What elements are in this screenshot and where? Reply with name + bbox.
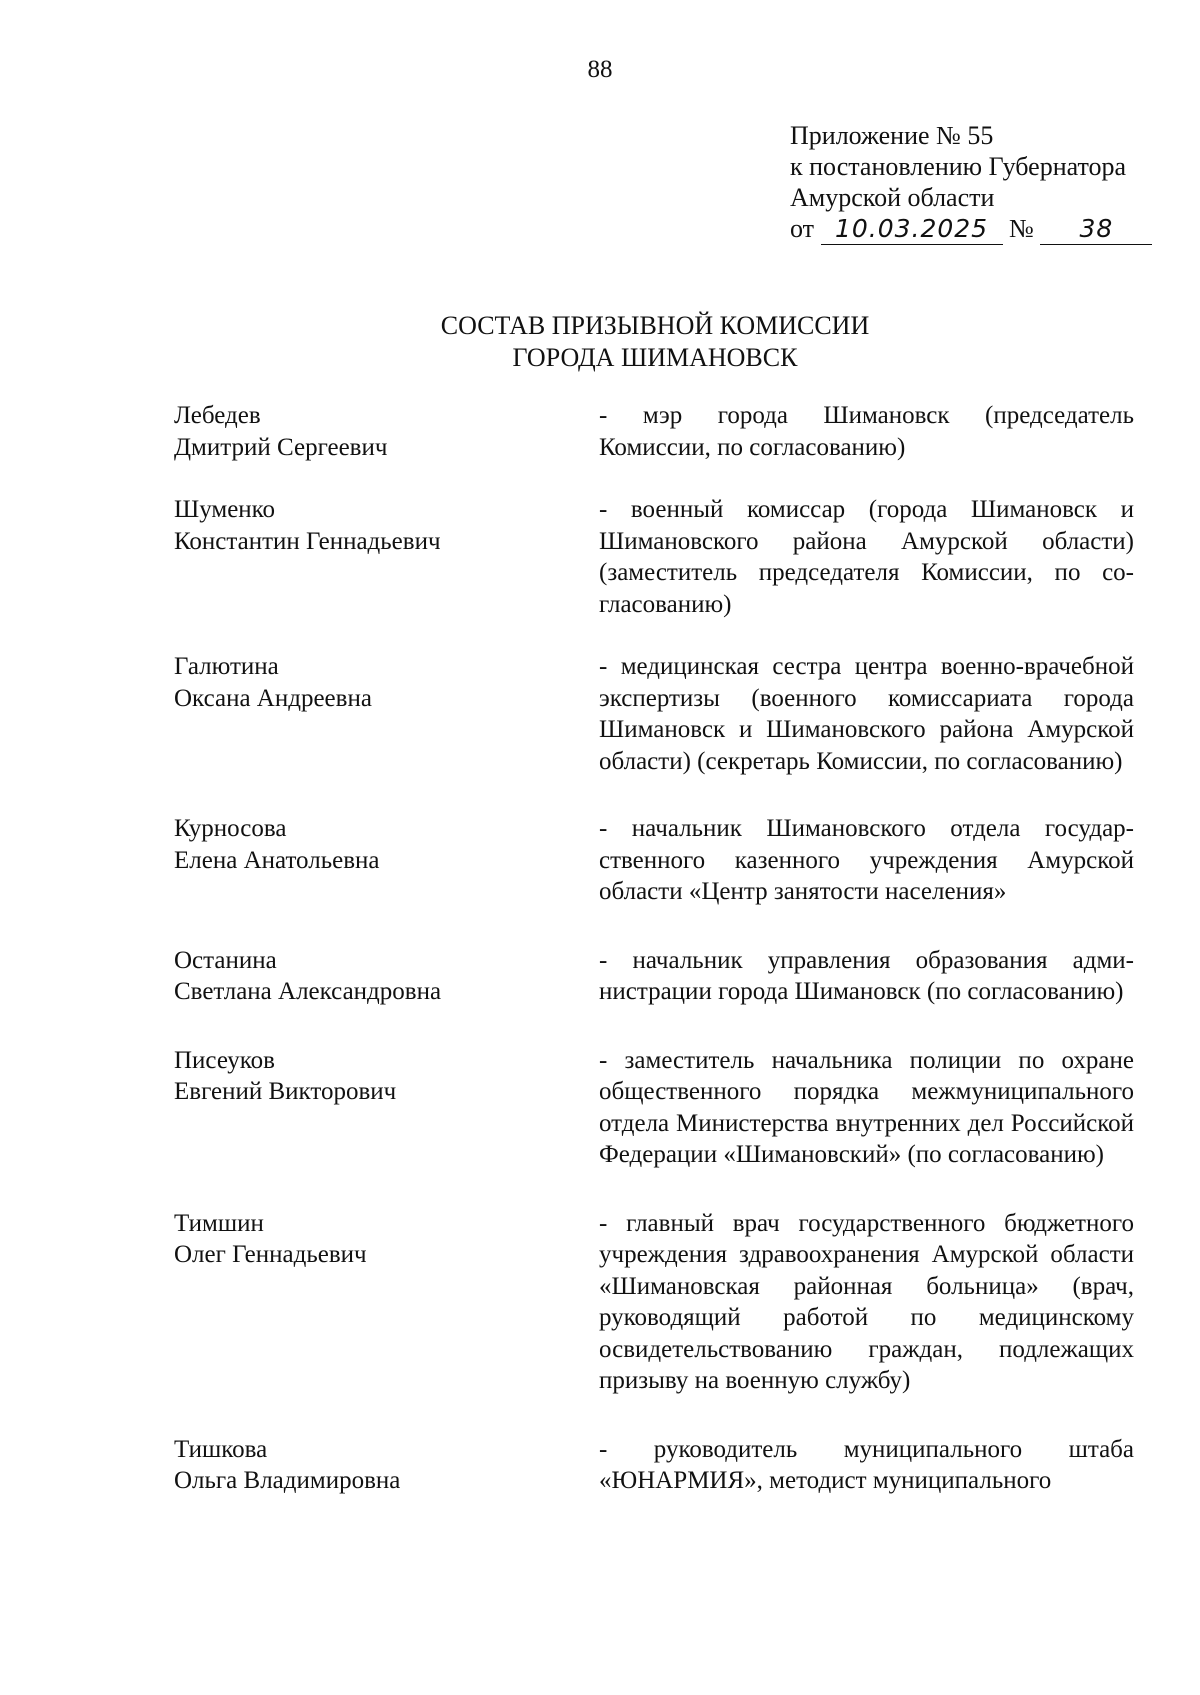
member-name bbox=[174, 1045, 599, 1171]
appendix-title: Приложение № 55 bbox=[790, 121, 994, 150]
member-given-names: Константин Геннадьевич bbox=[174, 527, 441, 555]
member-entry bbox=[174, 813, 1134, 908]
member-surname: Тишкова bbox=[174, 1435, 268, 1463]
member-role: - начальник управления образования администрации города Шимановск (по согласованию) bbox=[599, 946, 1134, 1005]
member-name bbox=[174, 494, 599, 620]
member-role: - мэр города Шимановск (председатель Комиссии, по согласованию) bbox=[599, 402, 1134, 461]
member-given-names: Оксана Андреевна bbox=[174, 684, 372, 712]
document-title bbox=[0, 310, 1200, 374]
member-role: - главный врач государственного бюджетного учреждения здравоохранения Амурской области «Шимановская районная больница» (врач, руководящий работой по медицинскому освидетельствованию граждан, подлежащих призыву на военную службу) bbox=[599, 1209, 1134, 1394]
member-surname: Тимшин bbox=[174, 1209, 264, 1237]
handwritten-date: 10.03.2025 bbox=[821, 213, 1003, 245]
handwritten-number: 38 bbox=[1040, 213, 1152, 245]
member-given-names: Олег Геннадьевич bbox=[174, 1241, 367, 1268]
member-name bbox=[174, 813, 599, 908]
member-entry bbox=[174, 651, 1134, 777]
member-surname: Писеуков bbox=[174, 1046, 275, 1074]
member-entry bbox=[174, 1434, 1134, 1497]
appendix-resolution: к постановлению Губернатора bbox=[790, 152, 1127, 181]
member-name bbox=[174, 651, 599, 777]
number-sign: № bbox=[1009, 214, 1034, 243]
page-number: 88 bbox=[587, 56, 613, 83]
title-line-2: ГОРОДА ШИМАНОВСК bbox=[512, 343, 798, 372]
date-prefix: от bbox=[790, 214, 815, 243]
member-entry bbox=[174, 945, 1134, 1008]
member-given-names: Дмитрий Сергеевич bbox=[174, 433, 388, 461]
member-entry bbox=[174, 494, 1134, 620]
member-surname: Курносова bbox=[174, 815, 287, 842]
title-line-1: СОСТАВ ПРИЗЫВНОЙ КОМИССИИ bbox=[440, 311, 870, 340]
appendix-region: Амурской области bbox=[790, 183, 995, 212]
member-role: - заместитель начальника полиции по охране общественного порядка межмуниципального отдела Министерства внутренних дел Российской Федерации «Шимановский» (по согласованию) bbox=[599, 1046, 1134, 1168]
member-name bbox=[174, 1434, 599, 1497]
member-given-names: Ольга Владимировна bbox=[174, 1467, 401, 1494]
member-given-names: Евгений Викторович bbox=[174, 1078, 397, 1105]
member-name bbox=[174, 1208, 599, 1397]
member-given-names: Светлана Александровна bbox=[174, 978, 442, 1005]
member-role: - военный комиссар (города Шимановск и Шимановского района Амурской области) (заместитель председателя Комиссии, по согласованию) bbox=[599, 496, 1134, 618]
member-role: - медицинская сестра центра военно-врачебной экспертизы (военного комиссариата города Шимановск и Шимановского района Амурской области) (секретарь Комиссии, по согласованию) bbox=[599, 653, 1134, 775]
member-entry bbox=[174, 400, 1134, 463]
appendix-block bbox=[790, 120, 1152, 245]
member-surname: Галютина bbox=[174, 653, 279, 680]
member-surname: Лебедев bbox=[174, 402, 261, 429]
appendix-date-line bbox=[790, 213, 1152, 245]
member-entry bbox=[174, 1208, 1134, 1397]
member-given-names: Елена Анатольевна bbox=[174, 846, 380, 874]
member-name bbox=[174, 945, 599, 1008]
members-list bbox=[174, 400, 1134, 1497]
member-surname: Останина bbox=[174, 946, 277, 974]
member-entry bbox=[174, 1045, 1134, 1171]
member-role: - начальник Шимановского отдела государственного казенного учреждения Амурской области «Центр занятости населения» bbox=[599, 815, 1134, 905]
member-name bbox=[174, 400, 599, 463]
member-role: - руководитель муниципального штаба «ЮНАРМИЯ», методист муниципального bbox=[599, 1435, 1134, 1494]
member-surname: Шуменко bbox=[174, 496, 276, 523]
